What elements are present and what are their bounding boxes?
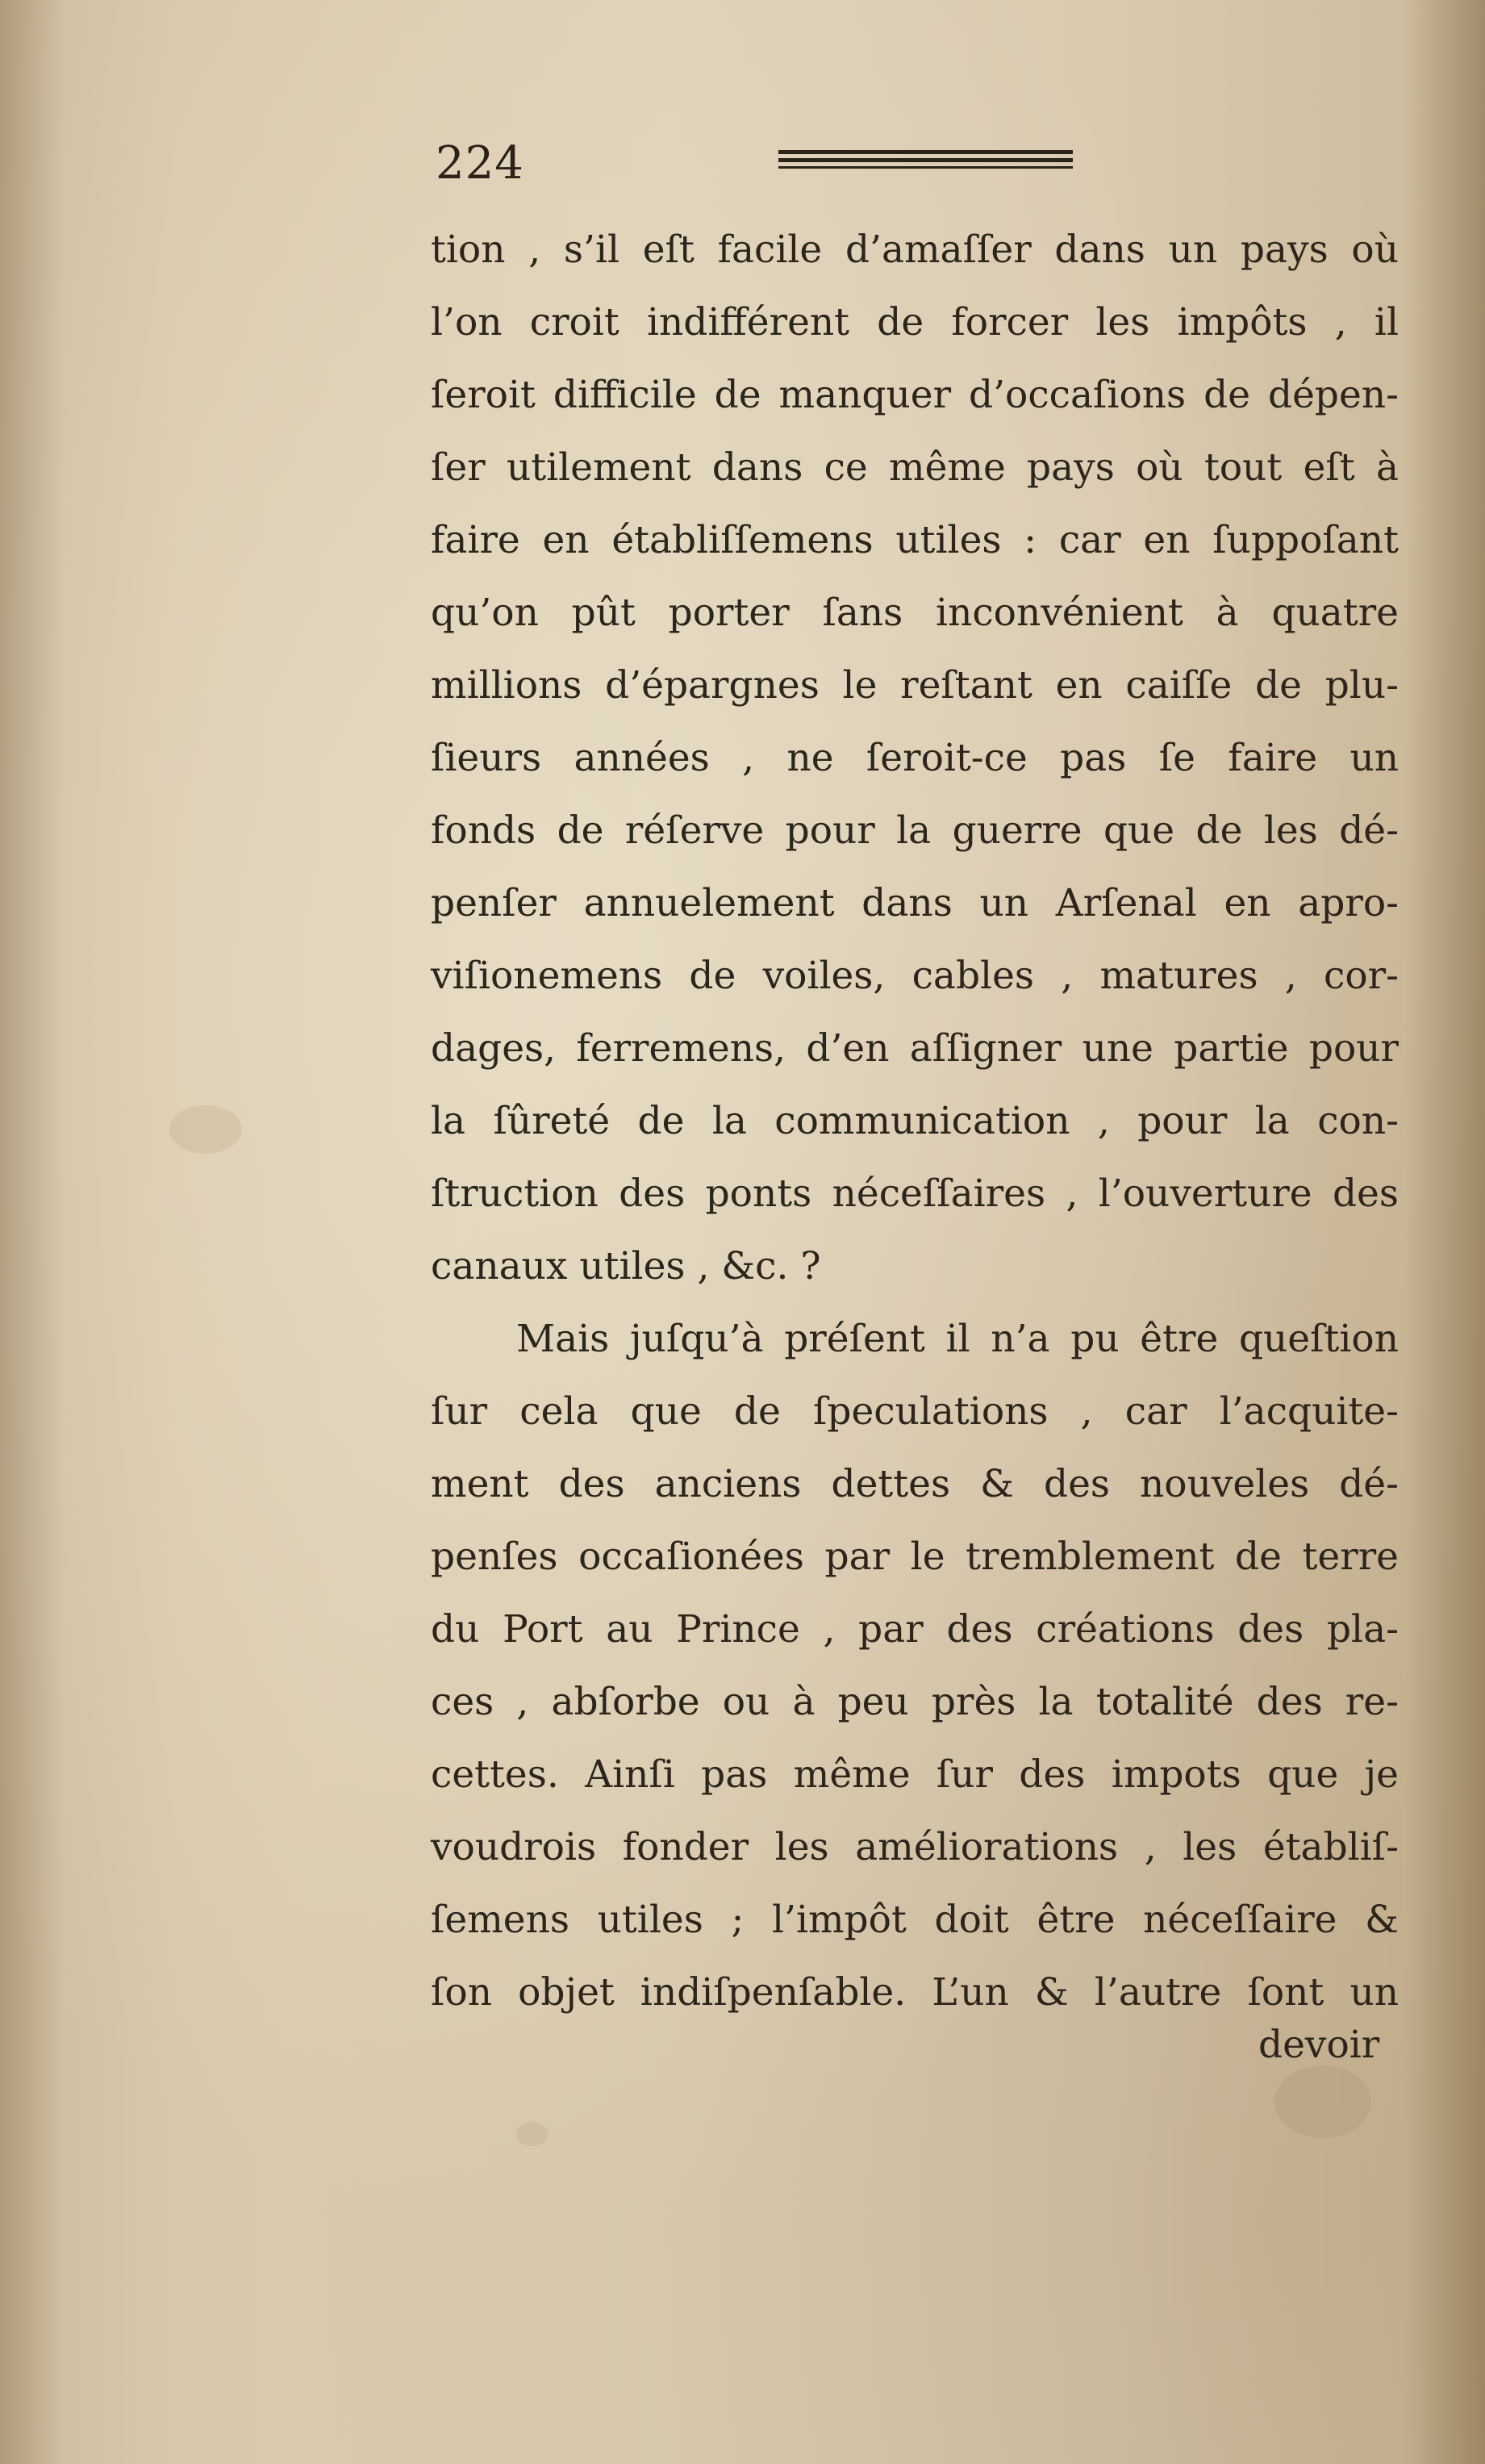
text-line: du Port au Prince , par des créations des pla-	[431, 1607, 1399, 1652]
paper-stain	[169, 1105, 242, 1154]
page-header	[436, 137, 1404, 194]
text-line: ment des anciens dettes & des nouveles dé-	[431, 1462, 1399, 1506]
text-line: faire en établiſſemens utiles : car en ſuppoſant	[431, 518, 1399, 562]
text-line: tion , s’il eſt facile d’amaſſer dans un pays où	[431, 228, 1399, 272]
page-number: 224	[436, 137, 524, 190]
text-line: penſer annuelement dans un Arſenal en apro-	[431, 881, 1399, 925]
text-line: canaux utiles , &c. ?	[431, 1244, 821, 1288]
header-rule	[778, 150, 1073, 173]
text-line: viſionemens de voiles, cables , matures , cor-	[431, 954, 1399, 998]
text-line: ſon objet indiſpenſable. L’un & l’autre ſont un	[431, 1970, 1399, 2015]
text-line: ſer utilement dans ce même pays où tout eſt à	[431, 445, 1399, 490]
text-line: voudrois fonder les améliorations , les établiſ-	[431, 1825, 1399, 1869]
page-shadow-right	[1404, 0, 1485, 2464]
catchword: devoir	[1258, 2023, 1380, 2067]
text-line: dages, ferremens, d’en aſſigner une partie pour	[431, 1026, 1399, 1071]
text-line: ſemens utiles ; l’impôt doit être néceſſaire &	[431, 1898, 1399, 1942]
text-line: penſes occaſionées par le tremblement de terre	[431, 1535, 1399, 1579]
text-line: ces , abſorbe ou à peu près la totalité des re-	[431, 1680, 1399, 1724]
text-line: millions d’épargnes le reſtant en caiſſe de plu-	[431, 663, 1399, 708]
text-line: fonds de réſerve pour la guerre que de les dé-	[431, 808, 1399, 853]
text-line: ſur cela que de ſpeculations , car l’acquite-	[431, 1389, 1399, 1434]
text-line: ſieurs années , ne ſeroit-ce pas ſe faire un	[431, 736, 1399, 780]
text-line: qu’on pût porter ſans inconvénient à quatre	[431, 591, 1399, 635]
text-line: ſtruction des ponts néceſſaires , l’ouverture des	[431, 1171, 1399, 1216]
text-line: la ſûreté de la communication , pour la con-	[431, 1099, 1399, 1143]
text-line: l’on croit indifférent de forcer les impôts , il	[431, 300, 1399, 345]
text-line: cettes. Ainſi pas même ſur des impots que je	[431, 1752, 1399, 1797]
text-line: Mais juſqu’à préſent il n’a pu être queſtion	[516, 1317, 1399, 1361]
paper-stain	[516, 2122, 549, 2146]
page-shadow-left	[0, 0, 65, 2464]
text-line: ſeroit difficile de manquer d’occaſions de dépen-	[431, 373, 1399, 417]
paper-stain	[1274, 2065, 1371, 2138]
